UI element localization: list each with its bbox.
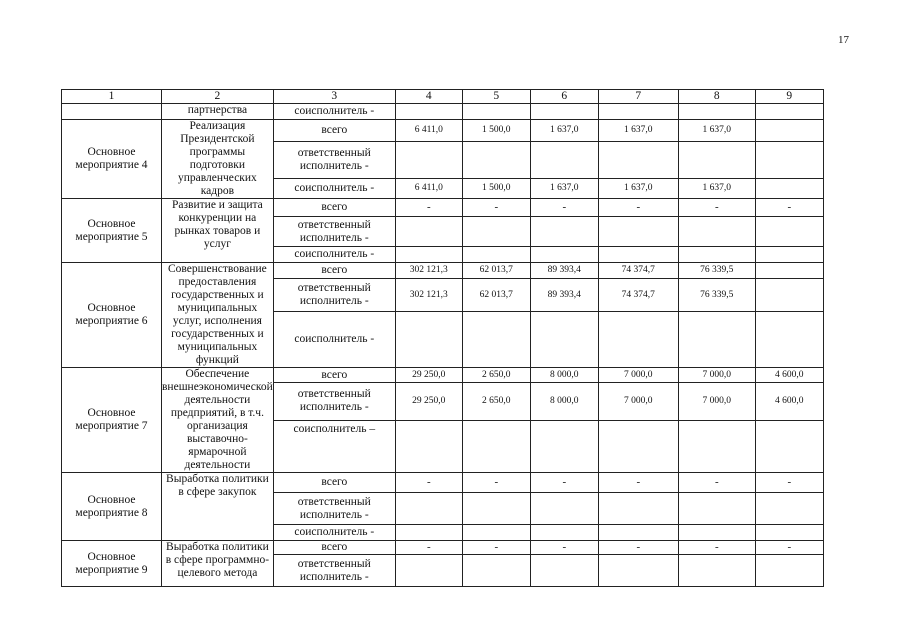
header-cell: 9 xyxy=(755,90,823,104)
table-row xyxy=(62,473,824,493)
category-cell: ответственный исполнитель - xyxy=(273,555,395,587)
activity-name: Основное мероприятие 9 xyxy=(62,541,162,587)
value-cell xyxy=(678,104,755,120)
value-cell xyxy=(755,142,823,179)
value-cell: 74 374,7 xyxy=(598,263,678,279)
value-cell xyxy=(678,247,755,263)
value-cell xyxy=(755,217,823,247)
value-cell xyxy=(395,493,462,525)
category-cell: всего xyxy=(273,263,395,279)
value-cell xyxy=(530,555,598,587)
value-cell xyxy=(530,217,598,247)
activity-name: Основное мероприятие 7 xyxy=(62,368,162,473)
value-cell xyxy=(530,312,598,368)
value-cell: 62 013,7 xyxy=(462,279,530,312)
value-cell: - xyxy=(530,541,598,555)
value-cell: 2 650,0 xyxy=(462,368,530,383)
category-cell: всего xyxy=(273,120,395,142)
value-cell xyxy=(462,247,530,263)
value-cell: 4 600,0 xyxy=(755,383,823,420)
category-cell: ответственный исполнитель - xyxy=(273,217,395,247)
header-row xyxy=(62,90,824,104)
table-row xyxy=(62,263,824,279)
page-number: 17 xyxy=(838,34,849,46)
value-cell: 1 637,0 xyxy=(598,179,678,199)
value-cell: - xyxy=(598,199,678,217)
value-cell: 1 500,0 xyxy=(462,120,530,142)
value-cell xyxy=(755,525,823,541)
category-cell: соисполнитель - xyxy=(273,312,395,368)
value-cell: 1 637,0 xyxy=(530,120,598,142)
value-cell xyxy=(755,555,823,587)
header-cell: 3 xyxy=(273,90,395,104)
value-cell: 2 650,0 xyxy=(462,383,530,420)
header-cell: 1 xyxy=(62,90,162,104)
category-cell: ответственный исполнитель - xyxy=(273,142,395,179)
value-cell xyxy=(598,525,678,541)
value-cell xyxy=(462,142,530,179)
header-cell: 8 xyxy=(678,90,755,104)
value-cell: 62 013,7 xyxy=(462,263,530,279)
value-cell: 7 000,0 xyxy=(598,368,678,383)
header-cell: 2 xyxy=(162,90,274,104)
value-cell: - xyxy=(395,199,462,217)
value-cell xyxy=(462,217,530,247)
category-cell: соисполнитель – xyxy=(273,420,395,473)
activity-name: Основное мероприятие 4 xyxy=(62,120,162,199)
value-cell: 89 393,4 xyxy=(530,279,598,312)
value-cell xyxy=(755,420,823,473)
value-cell xyxy=(678,493,755,525)
value-cell xyxy=(755,493,823,525)
activity-name: Основное мероприятие 6 xyxy=(62,263,162,368)
value-cell xyxy=(395,555,462,587)
table-row xyxy=(62,541,824,555)
value-cell xyxy=(678,142,755,179)
value-cell xyxy=(395,104,462,120)
activity-description: Совершенствование предоставления государственных и муниципальных услуг, исполнения государственных и муниципальных функций xyxy=(162,263,274,368)
value-cell xyxy=(530,247,598,263)
value-cell: - xyxy=(755,199,823,217)
value-cell xyxy=(598,104,678,120)
value-cell xyxy=(462,312,530,368)
value-cell xyxy=(395,247,462,263)
value-cell xyxy=(598,420,678,473)
header-cell: 7 xyxy=(598,90,678,104)
value-cell xyxy=(395,217,462,247)
value-cell xyxy=(530,493,598,525)
value-cell xyxy=(755,120,823,142)
value-cell: 8 000,0 xyxy=(530,368,598,383)
value-cell: 8 000,0 xyxy=(530,383,598,420)
value-cell xyxy=(530,525,598,541)
value-cell: 1 500,0 xyxy=(462,179,530,199)
table-row xyxy=(62,120,824,142)
category-cell: соисполнитель - xyxy=(273,525,395,541)
activity-description: Выработка политики в сфере закупок xyxy=(162,473,274,541)
value-cell: 76 339,5 xyxy=(678,279,755,312)
value-cell: - xyxy=(678,473,755,493)
value-cell xyxy=(395,312,462,368)
value-cell: 7 000,0 xyxy=(678,368,755,383)
table-row xyxy=(62,368,824,383)
value-cell xyxy=(462,420,530,473)
value-cell xyxy=(755,104,823,120)
value-cell: 29 250,0 xyxy=(395,368,462,383)
name-cell xyxy=(62,104,162,120)
value-cell: - xyxy=(678,541,755,555)
value-cell xyxy=(678,420,755,473)
value-cell: 1 637,0 xyxy=(678,120,755,142)
value-cell xyxy=(462,493,530,525)
value-cell xyxy=(462,555,530,587)
value-cell xyxy=(598,217,678,247)
value-cell: 89 393,4 xyxy=(530,263,598,279)
value-cell: 1 637,0 xyxy=(598,120,678,142)
value-cell: 302 121,3 xyxy=(395,263,462,279)
value-cell: - xyxy=(755,473,823,493)
category-cell: ответственный исполнитель - xyxy=(273,493,395,525)
value-cell xyxy=(678,555,755,587)
activity-name: Основное мероприятие 5 xyxy=(62,199,162,263)
value-cell xyxy=(462,104,530,120)
activity-description: Развитие и защита конкуренции на рынках товаров и услуг xyxy=(162,199,274,263)
value-cell: 7 000,0 xyxy=(598,383,678,420)
header-cell: 6 xyxy=(530,90,598,104)
activity-name: Основное мероприятие 8 xyxy=(62,473,162,541)
value-cell xyxy=(530,420,598,473)
value-cell xyxy=(598,493,678,525)
table-row xyxy=(62,104,824,120)
value-cell xyxy=(395,142,462,179)
value-cell xyxy=(755,179,823,199)
table-row xyxy=(62,199,824,217)
value-cell xyxy=(755,279,823,312)
activity-description: Реализация Президентской программы подготовки управленческих кадров xyxy=(162,120,274,199)
value-cell: - xyxy=(462,199,530,217)
value-cell: - xyxy=(462,541,530,555)
value-cell xyxy=(755,247,823,263)
value-cell xyxy=(395,420,462,473)
value-cell: 76 339,5 xyxy=(678,263,755,279)
program-table xyxy=(61,89,824,587)
value-cell: - xyxy=(395,541,462,555)
value-cell: - xyxy=(678,199,755,217)
value-cell xyxy=(678,217,755,247)
value-cell: - xyxy=(462,473,530,493)
activity-description: Выработка политики в сфере программно-целевого метода xyxy=(162,541,274,587)
value-cell xyxy=(462,525,530,541)
value-cell: 6 411,0 xyxy=(395,120,462,142)
value-cell: - xyxy=(598,473,678,493)
category-cell: соисполнитель - xyxy=(273,179,395,199)
value-cell xyxy=(598,142,678,179)
category-cell: ответственный исполнитель - xyxy=(273,383,395,420)
description-cell: партнерства xyxy=(162,104,274,120)
value-cell: 1 637,0 xyxy=(678,179,755,199)
value-cell: 6 411,0 xyxy=(395,179,462,199)
category-cell: всего xyxy=(273,473,395,493)
value-cell: - xyxy=(395,473,462,493)
value-cell xyxy=(530,104,598,120)
value-cell: 74 374,7 xyxy=(598,279,678,312)
category-cell: соисполнитель - xyxy=(273,247,395,263)
value-cell: - xyxy=(755,541,823,555)
value-cell: - xyxy=(530,473,598,493)
category-cell: соисполнитель - xyxy=(273,104,395,120)
value-cell xyxy=(678,525,755,541)
value-cell xyxy=(530,142,598,179)
value-cell: 4 600,0 xyxy=(755,368,823,383)
activity-description: Обеспечение внешнеэкономической деятельности предприятий, в т.ч. организация выставочно-ярмарочной деятельности xyxy=(162,368,273,471)
value-cell: 7 000,0 xyxy=(678,383,755,420)
value-cell xyxy=(755,263,823,279)
header-cell: 5 xyxy=(462,90,530,104)
value-cell xyxy=(598,247,678,263)
value-cell: - xyxy=(598,541,678,555)
value-cell xyxy=(598,555,678,587)
value-cell: 302 121,3 xyxy=(395,279,462,312)
header-cell: 4 xyxy=(395,90,462,104)
value-cell: 1 637,0 xyxy=(530,179,598,199)
category-cell: ответственный исполнитель - xyxy=(273,279,395,312)
value-cell xyxy=(678,312,755,368)
value-cell: 29 250,0 xyxy=(395,383,462,420)
category-cell: всего xyxy=(273,368,395,383)
category-cell: всего xyxy=(273,541,395,555)
value-cell: - xyxy=(530,199,598,217)
value-cell xyxy=(598,312,678,368)
value-cell xyxy=(755,312,823,368)
category-cell: всего xyxy=(273,199,395,217)
value-cell xyxy=(395,525,462,541)
